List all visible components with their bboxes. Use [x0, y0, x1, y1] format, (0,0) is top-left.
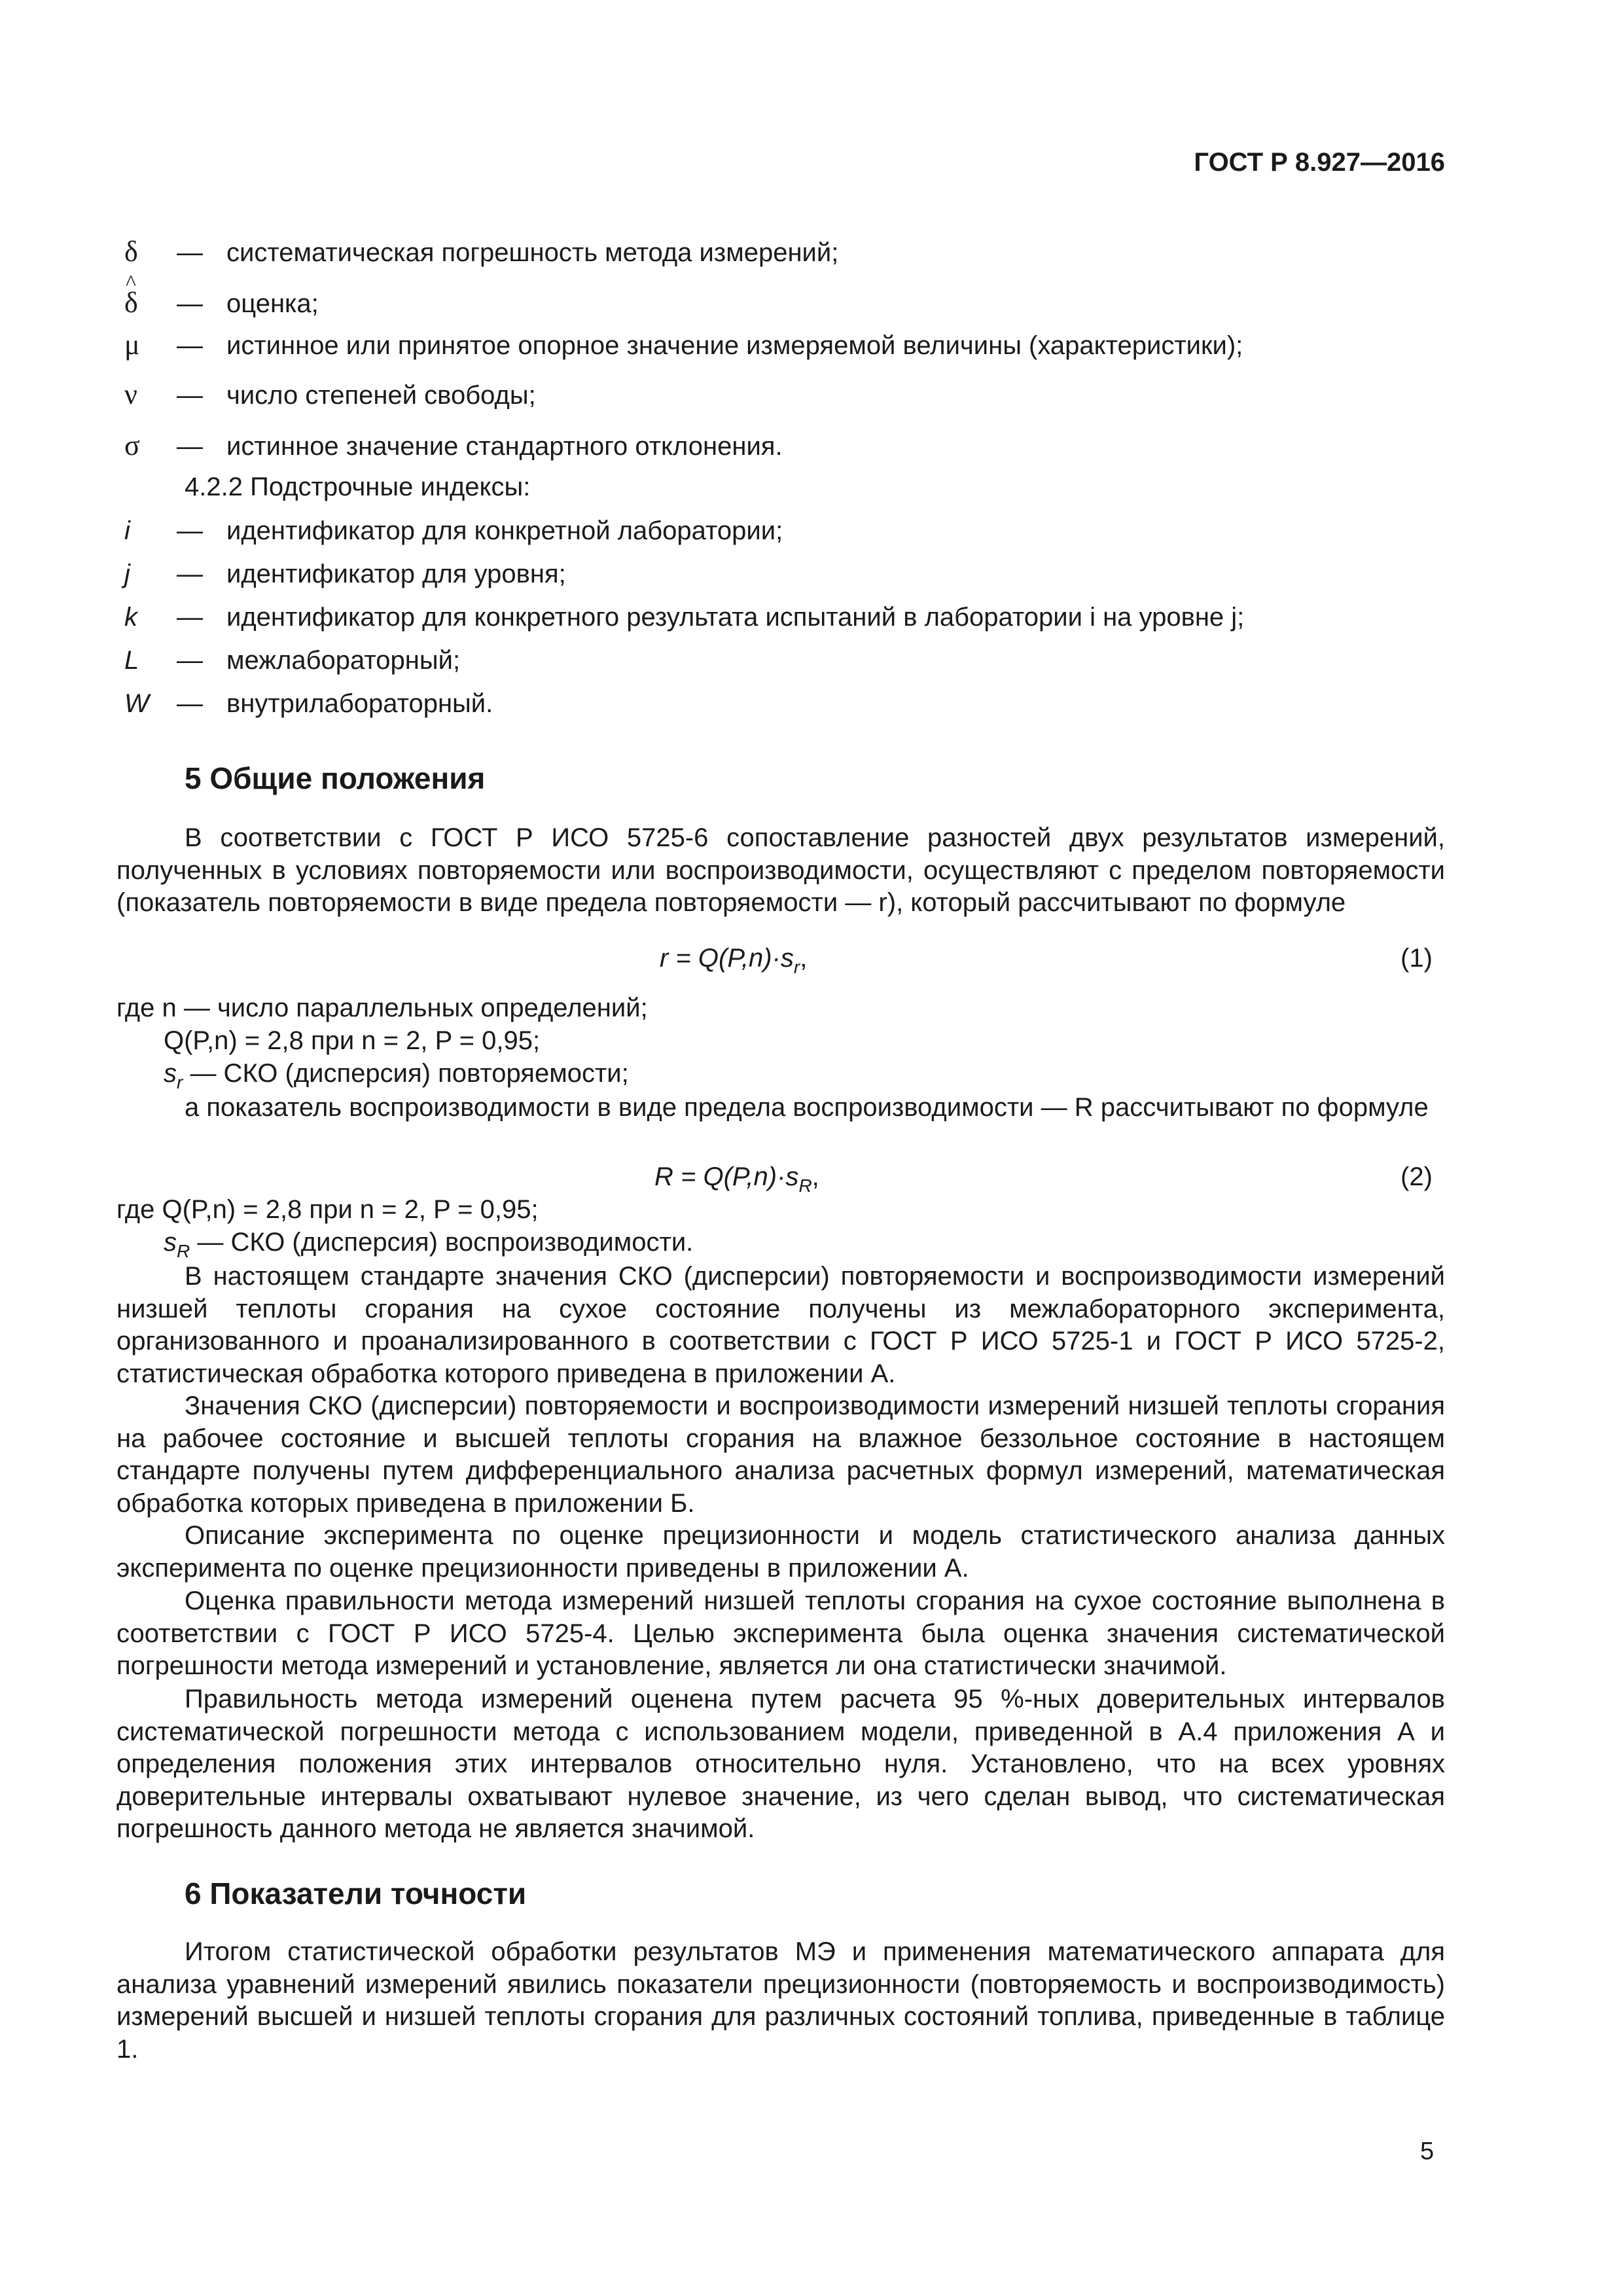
where-line: где Q(P,n) = 2,8 при n = 2, P = 0,95;	[116, 1195, 539, 1224]
index-row	[124, 644, 1433, 677]
paragraph: Описание эксперимента по оценке прецизионности и модель статистического анализа данных эксперимента по оценке прецизионности приведены в приложении А.	[116, 1521, 1445, 1583]
dash: —	[177, 432, 203, 461]
index-symbol: i	[124, 516, 130, 545]
symbol: δ	[124, 236, 138, 268]
symbol: ^ δ	[124, 287, 138, 319]
symbol-row	[124, 287, 1433, 320]
symbol-definition: оценка;	[226, 289, 319, 318]
section-heading: 6 Показатели точности	[185, 1876, 527, 1910]
page-number: 5	[1420, 2138, 1435, 2165]
paragraph: Значения СКО (дисперсии) повторяемости и воспроизводимости измерений низшей теплоты сгорания на рабочее состояние и высшей теплоты сгорания на влажное беззольное состояние в настоящем стандарте получены путем дифференциального анализа расчетных формул измерений, математическая обработка которых приведена в приложении Б.	[116, 1391, 1445, 1518]
formula-1: $r = Q(P,n)\cdot s_r$,	[660, 944, 808, 977]
index-symbol: L	[124, 646, 139, 675]
symbol: μ	[124, 329, 140, 361]
symbol-row	[124, 378, 1433, 412]
definition-line: $s_r$ — СКО (дисперсия) повторяемости;	[164, 1059, 629, 1092]
symbol-row	[124, 429, 1433, 463]
index-symbol: j	[124, 560, 130, 588]
dash: —	[177, 381, 203, 410]
standard-header: ГОСТ Р 8.927—2016	[1194, 148, 1445, 177]
paragraph: а показатель воспроизводимости в виде предела воспроизводимости — R рассчитывают по формуле	[185, 1093, 1429, 1122]
where-line: где n — число параллельных определений;	[116, 994, 648, 1022]
index-symbol: W	[124, 689, 149, 718]
symbol-definition: число степеней свободы;	[226, 381, 536, 410]
index-row	[124, 514, 1433, 547]
paragraph: Оценка правильности метода измерений низшей теплоты сгорания на сухое состояние выполнена в соответствии с ГОСТ Р ИСО 5725-4. Целью эксперимента была оценка значения систематической погрешности метода измерений и установление, является ли она статистически значимой.	[116, 1587, 1445, 1680]
index-definition: идентификатор для конкретной лаборатории;	[226, 516, 783, 545]
subsection-heading: 4.2.2 Подстрочные индексы:	[185, 473, 531, 501]
symbol-row	[124, 236, 1433, 269]
paragraph: В соответствии с ГОСТ Р ИСО 5725-6 сопоставление разностей двух результатов измерений, полученных в условиях повторяемости или воспроизводимости, осуществляют с пределом повторяемости (показатель повторяемости в виде предела повторяемости — r), который рассчитывают по формуле	[116, 823, 1445, 917]
index-definition: внутрилабораторный.	[226, 689, 493, 718]
paragraph: В настоящем стандарте значения СКО (дисперсии) повторяемости и воспроизводимости измерений низшей теплоты сгорания на сухое состояние получены из межлабораторного эксперимента, организованного и проанализированного в соответствии с ГОСТ Р ИСО 5725-1 и ГОСТ Р ИСО 5725-2, статистическая обработка которого приведена в приложении А.	[116, 1262, 1445, 1388]
dash: —	[177, 603, 203, 632]
index-symbol: k	[124, 603, 137, 632]
symbol-definition: систематическая погрешность метода измерений;	[226, 238, 839, 267]
symbol-definition: истинное или принятое опорное значение измеряемой величины (характеристики);	[226, 331, 1243, 360]
paragraph: Итогом статистической обработки результатов МЭ и применения математического аппарата для анализа уравнений измерений явились показатели прецизионности (повторяемость и воспроизводимость) измерений высшей и низшей теплоты сгорания для различных состояний топлива, приведенные в таблице 1.	[116, 1937, 1445, 2064]
index-definition: межлабораторный;	[226, 646, 461, 675]
index-row	[124, 558, 1433, 590]
definition-line: Q(P,n) = 2,8 при n = 2, P = 0,95;	[164, 1026, 541, 1055]
paragraph: Правильность метода измерений оценена путем расчета 95 %-ных доверительных интервалов систематической погрешности метода с использованием модели, приведенной в А.4 приложения А и определения положения этих интервалов относительно нуля. Установлено, что на всех уровнях доверительные интервалы охватывают нулевое значение, из чего сделан вывод, что систематическая погрешность данного метода не является значимой.	[116, 1685, 1445, 1843]
dash: —	[177, 646, 203, 675]
dash: —	[177, 331, 203, 360]
definition-line: $s_R$ — СКО (дисперсия) воспроизводимости.	[164, 1228, 694, 1261]
dash: —	[177, 238, 203, 267]
symbol: σ	[124, 429, 140, 461]
index-definition: идентификатор для уровня;	[226, 560, 566, 588]
index-row	[124, 687, 1433, 720]
section-heading: 5 Общие положения	[185, 761, 486, 795]
symbol-row	[124, 329, 1433, 362]
formula-number: (2)	[1400, 1162, 1433, 1191]
symbol: ν	[124, 378, 137, 410]
formula-2: $R = Q(P,n)\cdot s_R$,	[654, 1162, 819, 1196]
dash: —	[177, 560, 203, 588]
formula-number: (1)	[1400, 944, 1433, 973]
dash: —	[177, 516, 203, 545]
index-definition: идентификатор для конкретного результата испытаний в лаборатории i на уровне j;	[226, 603, 1245, 632]
index-row	[124, 601, 1433, 634]
symbol-definition: истинное значение стандартного отклонения.	[226, 432, 783, 461]
dash: —	[177, 689, 203, 718]
dash: —	[177, 289, 203, 318]
